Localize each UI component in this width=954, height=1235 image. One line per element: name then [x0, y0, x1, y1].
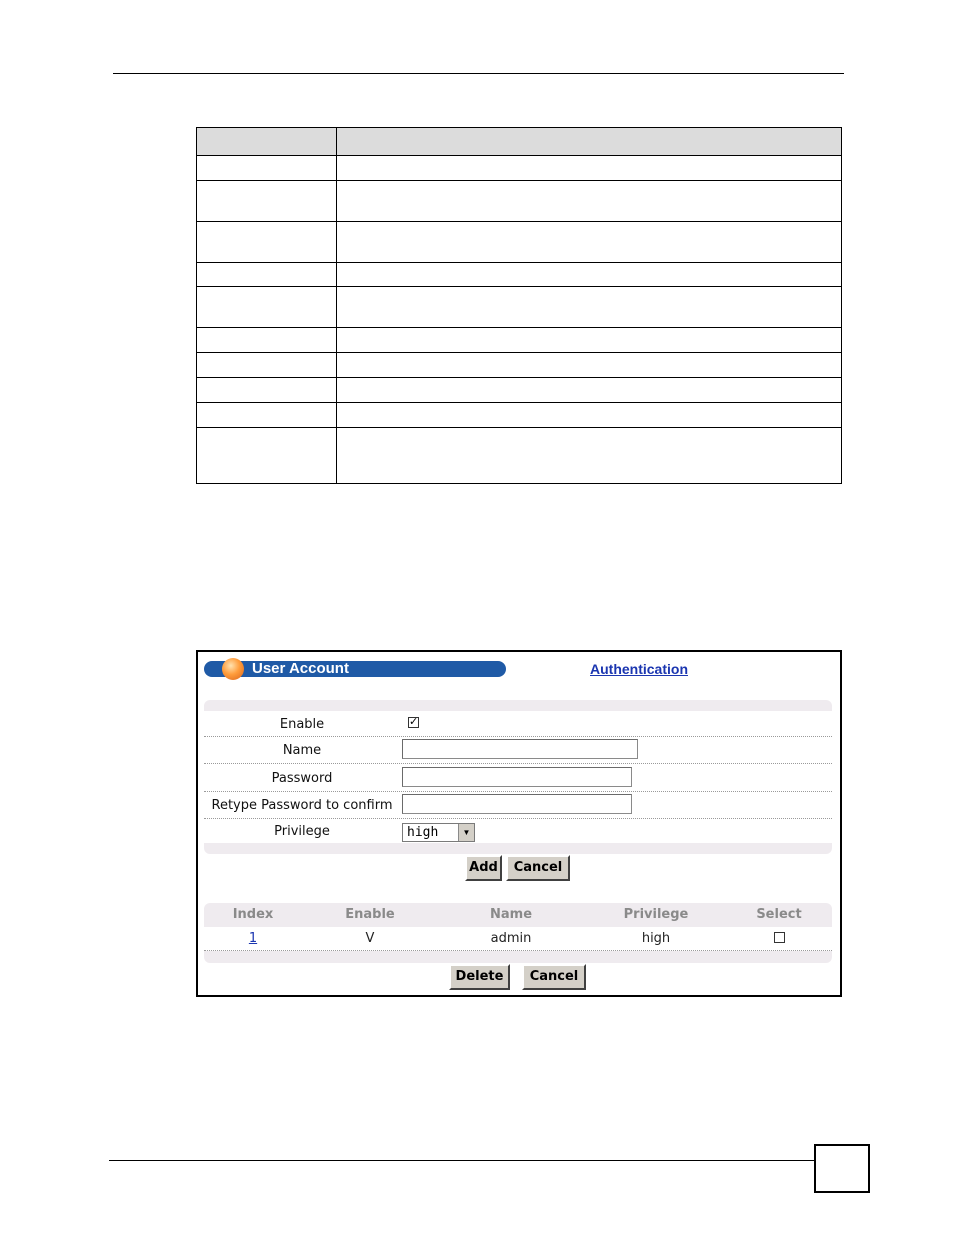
table-row [197, 287, 842, 328]
user-enable-value: V [365, 931, 375, 946]
table-row [197, 328, 842, 353]
retype-password-input[interactable] [402, 794, 632, 814]
user-form [204, 700, 832, 854]
privilege-label: Privilege [274, 824, 330, 839]
user-account-panel [196, 650, 842, 997]
retype-password-row [204, 792, 832, 819]
page-number-box [814, 1144, 870, 1193]
enable-row [204, 711, 832, 737]
table-row [197, 181, 842, 222]
check-icon: ✓ [409, 716, 419, 728]
column-header-index: Index [232, 907, 274, 922]
authentication-link[interactable]: Authentication [590, 661, 688, 677]
column-header-privilege: Privilege [623, 907, 689, 922]
privilege-select[interactable] [402, 823, 475, 842]
delete-button[interactable]: Delete [449, 964, 510, 990]
password-input[interactable] [402, 767, 632, 787]
add-button[interactable]: Add [465, 855, 502, 881]
column-header-select: Select [756, 907, 802, 922]
name-label: Name [282, 743, 322, 758]
user-name-value: admin [490, 931, 532, 946]
password-label: Password [271, 771, 333, 786]
cancel-list-button[interactable]: Cancel [522, 964, 586, 990]
enable-checkbox[interactable] [408, 717, 419, 728]
header-rule [113, 73, 844, 74]
title-bar [204, 661, 506, 677]
table-row [197, 263, 842, 287]
table-row [197, 156, 842, 181]
table-row [204, 927, 832, 951]
table-row [197, 222, 842, 263]
user-index-link[interactable]: 1 [248, 931, 258, 946]
panel-title: User Account [252, 660, 349, 677]
name-input[interactable] [402, 739, 638, 759]
table-header-row [197, 128, 842, 156]
table-row [197, 428, 842, 484]
table-row [197, 353, 842, 378]
footer-rule [109, 1160, 815, 1161]
user-list-header [204, 903, 832, 927]
orb-icon [222, 658, 244, 680]
privilege-row [204, 819, 832, 843]
user-privilege-value: high [641, 931, 671, 946]
password-row [204, 764, 832, 792]
column-header-enable: Enable [345, 907, 395, 922]
column-header-name: Name [489, 907, 533, 922]
cancel-button[interactable]: Cancel [506, 855, 570, 881]
user-select-checkbox[interactable] [774, 932, 785, 943]
table-row [197, 403, 842, 428]
name-row [204, 737, 832, 764]
user-list [204, 903, 832, 963]
description-table [196, 127, 842, 484]
privilege-value: high [407, 825, 439, 840]
enable-label: Enable [279, 717, 325, 732]
dropdown-arrow-icon[interactable]: ▼ [458, 824, 474, 841]
retype-password-label: Retype Password to confirm [211, 798, 393, 813]
table-row [197, 378, 842, 403]
